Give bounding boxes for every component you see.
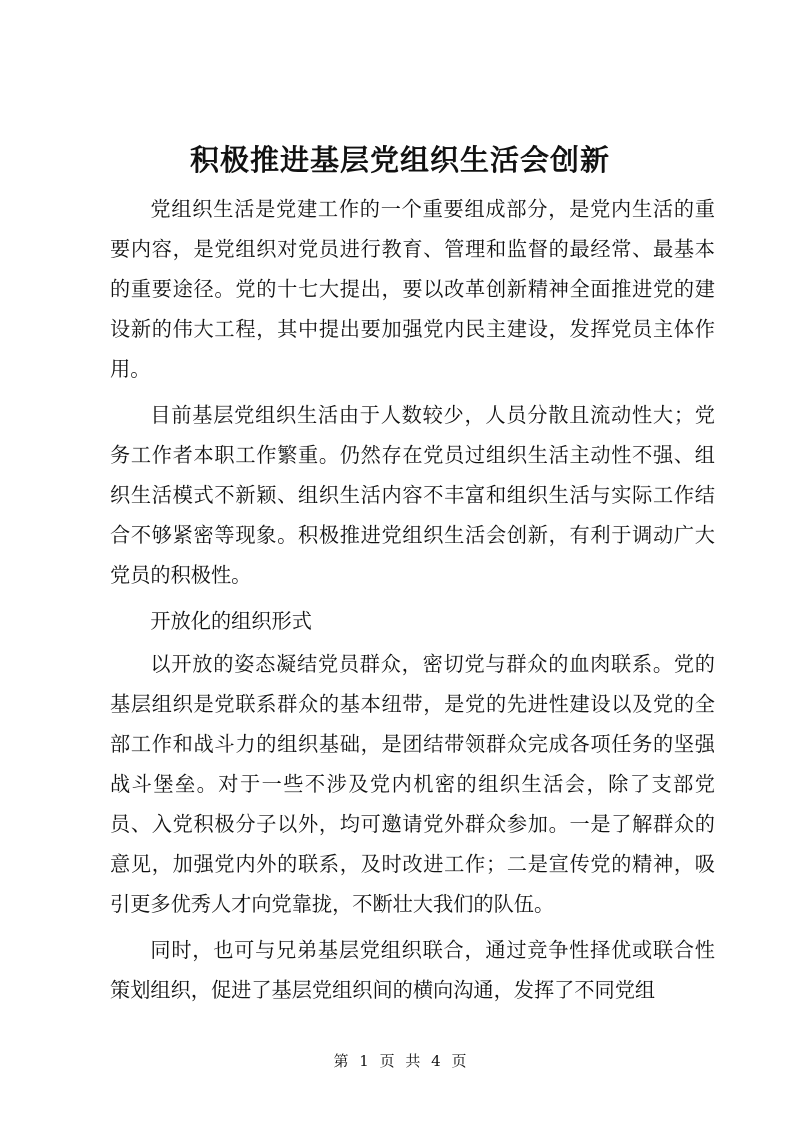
page-footer: 第 1 页 共 4 页 [333, 1052, 467, 1070]
document-body [110, 189, 715, 1016]
section-heading: 开放化的组织形式 [150, 609, 312, 633]
paragraph-1: 党组织生活是党建工作的一个重要组成部分，是党内生活的重要内容，是党组织对党员进行教育、管理和监督的最经常、最基本的重要途径。党的十七大提出，要以改革创新精神全面推进党的建设新的伟大工程，其中提出要加强党内民主建设，发挥党员主体作用。 [110, 197, 715, 381]
paragraph-3: 以开放的姿态凝结党员群众，密切党与群众的血肉联系。党的基层组织是党联系群众的基本纽带，是党的先进性建设以及党的全部工作和战斗力的组织基础，是团结带领群众完成各项任务的坚强战斗堡垒。对于一些不涉及党内机密的组织生活会，除了支部党员、入党积极分子以外，均可邀请党外群众参加。一是了解群众的意见，加强党内外的联系，及时改进工作；二是宣传党的精神，吸引更多优秀人才向党靠拢，不断壮大我们的队伍。 [110, 652, 715, 916]
document-title: 积极推进基层党组织生活会创新 [189, 143, 610, 177]
paragraph-2: 目前基层党组织生活由于人数较少，人员分散且流动性大；党务工作者本职工作繁重。仍然存在党员过组织生活主动性不强、组织生活模式不新颖、组织生活内容不丰富和组织生活与实际工作结合不够紧密等现象。积极推进党组织生活会创新，有利于调动广大党员的积极性。 [110, 403, 715, 587]
paragraph-4: 同时，也可与兄弟基层党组织联合，通过竞争性择优或联合性策划组织，促进了基层党组织间的横向沟通，发挥了不同党组 [110, 938, 715, 1002]
